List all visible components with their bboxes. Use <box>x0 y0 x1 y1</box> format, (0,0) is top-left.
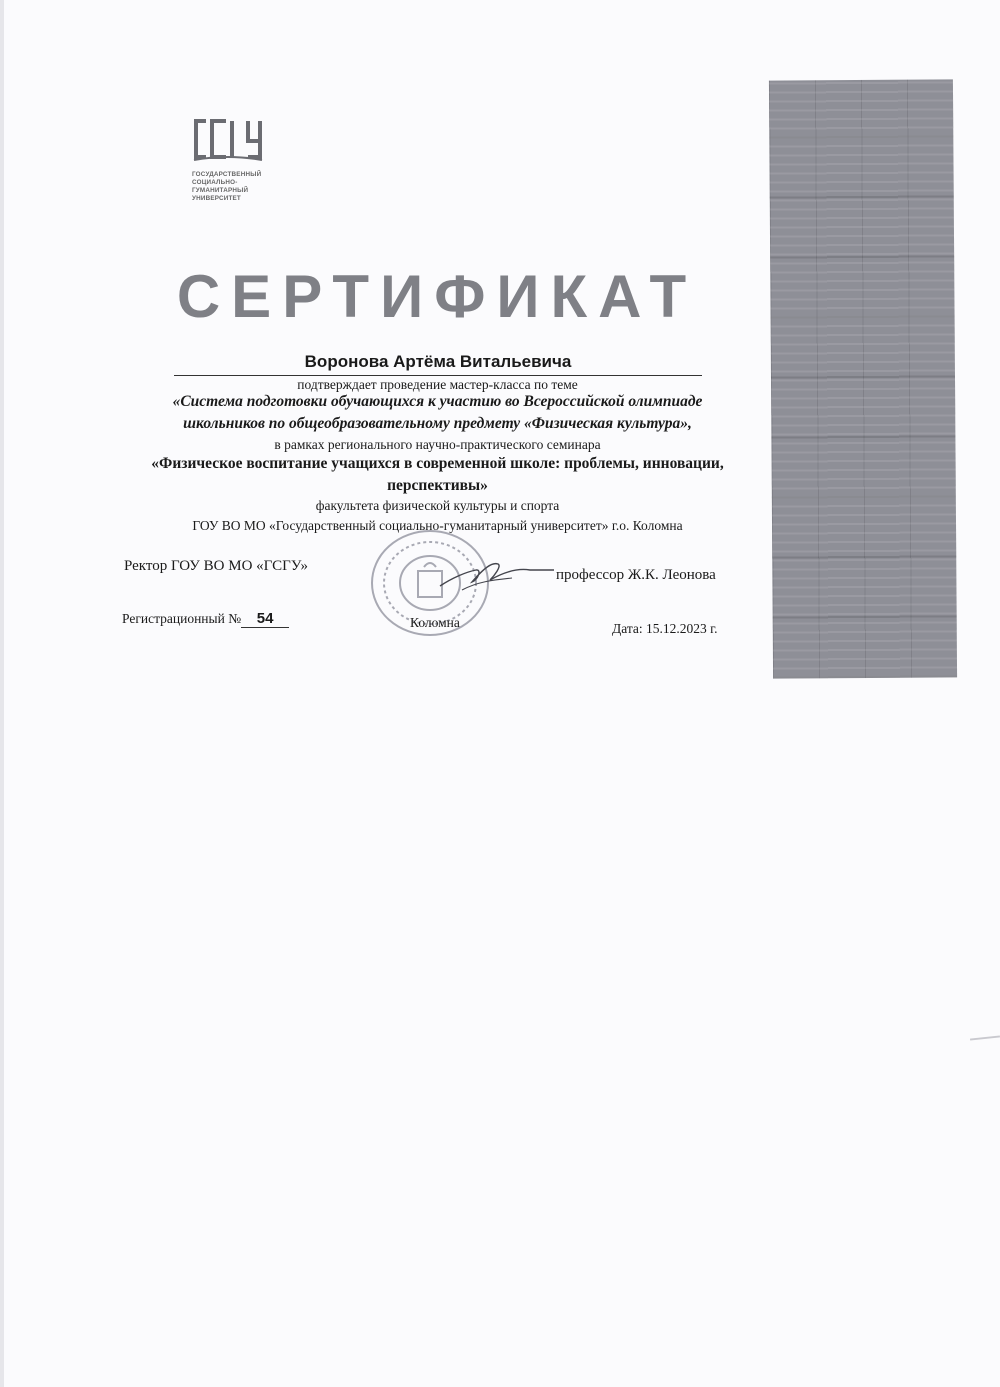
registration-number: 54 <box>241 610 289 628</box>
decorative-strip <box>769 79 957 678</box>
seminar-line-2: перспективы» <box>387 477 488 494</box>
logo-line-3: ГУМАНИТАРНЫЙ <box>192 187 249 194</box>
page-curl-mark <box>970 1035 1000 1040</box>
registration-label: Регистрационный № <box>122 611 242 626</box>
confirms-text: подтверждает проведение мастер-класса по теме <box>297 377 578 392</box>
logo-mark-icon <box>192 117 264 165</box>
seminar-line-1: «Физическое воспитание учащихся в современной школе: проблемы, инновации, <box>151 455 724 472</box>
page-edge <box>0 0 4 1387</box>
registration <box>122 610 289 628</box>
logo-line-2: СОЦИАЛЬНО- <box>192 179 238 186</box>
signature-icon <box>432 550 557 600</box>
university-logo <box>192 117 288 203</box>
logo-text <box>192 171 288 203</box>
university-text: ГОУ ВО МО «Государственный социально-гуманитарный университет» г.о. Коломна <box>192 518 683 533</box>
logo-line-4: УНИВЕРСИТЕТ <box>192 195 241 202</box>
within-text: в рамках регионального научно-практического семинара <box>274 437 601 452</box>
signatory-name: профессор Ж.К. Леонова <box>556 567 716 583</box>
rector-title: Ректор ГОУ ВО МО «ГСГУ» <box>124 558 308 574</box>
recipient-name: Воронова Артёма Витальевича <box>174 352 702 376</box>
faculty-text: факультета физической культуры и спорта <box>315 498 560 513</box>
topic-line-1: «Система подготовки обучающихся к участию во Всероссийской олимпиаде <box>172 393 703 410</box>
topic-line-2: школьников по общеобразовательному предмету «Физическая культура», <box>183 415 692 432</box>
logo-line-1: ГОСУДАРСТВЕННЫЙ <box>192 171 262 178</box>
issue-date: Дата: 15.12.2023 г. <box>612 621 718 636</box>
city: Коломна <box>410 615 460 630</box>
certificate-title: СЕРТИФИКАТ <box>176 263 698 330</box>
